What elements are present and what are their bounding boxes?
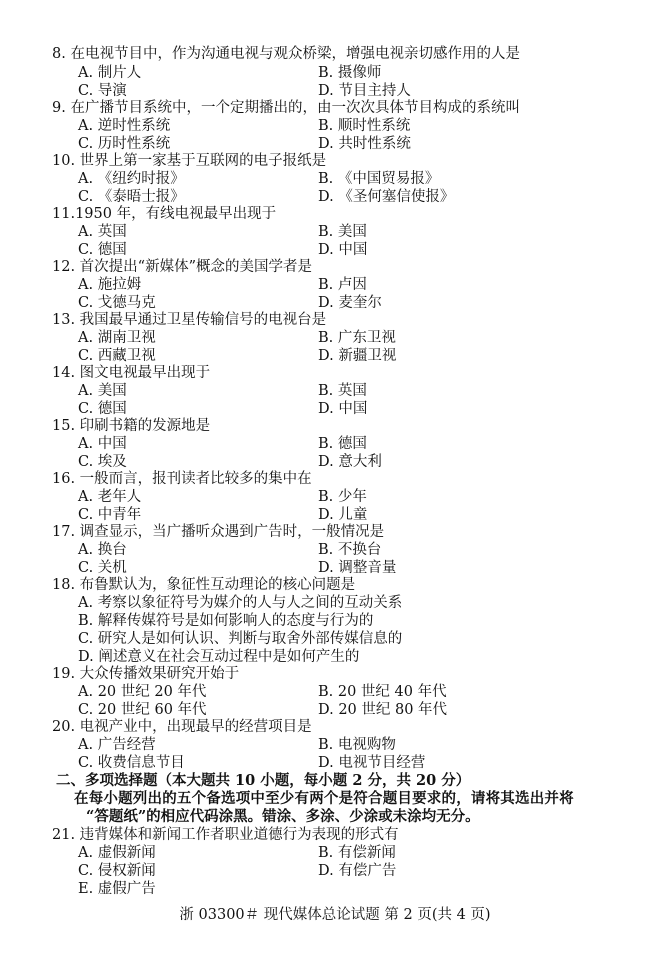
question-number: 10. — [52, 153, 76, 169]
question-number: 15. — [52, 418, 76, 434]
section-instruction: 在每小题列出的五个备选项中至少有两个是符合题目要求的，请将其选出并将 — [74, 790, 574, 807]
option-a: A. 广告经营 — [78, 737, 156, 753]
question-text: 图文电视最早出现于 — [79, 365, 211, 381]
option-d: D. 中国 — [318, 401, 368, 417]
option-b: B. 解释传媒符号是如何影响人的态度与行为的 — [78, 613, 374, 629]
question-10 — [52, 152, 326, 170]
question-number: 16. — [52, 471, 76, 487]
question-8 — [52, 45, 520, 63]
option-d: D. 阐述意义在社会互动过程中是如何产生的 — [78, 649, 360, 665]
question-number: 9. — [52, 100, 66, 116]
option-d: D. 有偿广告 — [318, 863, 397, 879]
question-text: 1950 年，有线电视最早出现于 — [75, 206, 277, 222]
question-number: 13. — [52, 312, 76, 328]
question-text: 在广播节目系统中，一个定期播出的，由一次次具体节目构成的系统叫 — [70, 100, 520, 116]
option-c: C. 20 世纪 60 年代 — [78, 702, 207, 718]
question-number: 17. — [52, 524, 76, 540]
option-e: E. 虚假广告 — [78, 881, 156, 897]
option-a: A. 逆时性系统 — [78, 118, 171, 134]
option-a: A. 老年人 — [78, 489, 142, 505]
option-b: B. 德国 — [318, 436, 367, 452]
question-number: 18. — [52, 577, 76, 593]
option-b: B. 20 世纪 40 年代 — [318, 684, 447, 700]
option-b: B. 有偿新闻 — [318, 845, 396, 861]
question-number: 11. — [52, 206, 76, 222]
section-title: 二、多项选择题（本大题共 10 小题，每小题 2 分，共 20 分） — [56, 772, 471, 789]
option-c: C. 埃及 — [78, 454, 127, 470]
option-b: B. 不换台 — [318, 542, 382, 558]
option-c: C. 中青年 — [78, 507, 142, 523]
question-text: 一般而言，报刊读者比较多的集中在 — [79, 471, 312, 487]
question-text: 在电视节目中，作为沟通电视与观众桥梁，增强电视亲切感作用的人是 — [70, 46, 520, 62]
question-12 — [52, 258, 312, 276]
option-d: D. 儿童 — [318, 507, 368, 523]
question-9 — [52, 99, 520, 117]
question-number: 8. — [52, 46, 66, 62]
option-b: B. 广东卫视 — [318, 330, 396, 346]
question-11 — [52, 205, 276, 223]
question-text: 布鲁默认为，象征性互动理论的核心问题是 — [79, 577, 356, 593]
option-b: B. 摄像师 — [318, 65, 382, 81]
option-c: C. 导演 — [78, 83, 127, 99]
question-text: 首次提出“新媒体”概念的美国学者是 — [79, 259, 312, 275]
option-c: C. 研究人是如何认识、判断与取舍外部传媒信息的 — [78, 631, 403, 647]
option-a: A. 中国 — [78, 436, 127, 452]
option-b: B. 顺时性系统 — [318, 118, 411, 134]
question-17 — [52, 523, 384, 541]
question-text: 世界上第一家基于互联网的电子报纸是 — [79, 153, 327, 169]
option-a: A. 虚假新闻 — [78, 845, 156, 861]
option-d: D. 《圣何塞信使报》 — [318, 189, 455, 205]
option-c: C. 西藏卫视 — [78, 348, 156, 364]
option-d: D. 20 世纪 80 年代 — [318, 702, 448, 718]
option-b: B. 卢因 — [318, 277, 367, 293]
question-18 — [52, 576, 355, 594]
section-instruction-continued: “答题纸”的相应代码涂黑。错涂、多涂、少涂或未涂均无分。 — [86, 808, 480, 825]
option-a: A. 考察以象征符号为媒介的人与人之间的互动关系 — [78, 595, 403, 611]
option-a: A. 施拉姆 — [78, 277, 142, 293]
option-a: A. 湖南卫视 — [78, 330, 156, 346]
question-number: 19. — [52, 666, 76, 682]
option-a: A. 英国 — [78, 224, 127, 240]
option-c: C. 戈德马克 — [78, 295, 156, 311]
option-c: C. 《泰晤士报》 — [78, 189, 185, 205]
option-d: D. 麦奎尔 — [318, 295, 382, 311]
option-c: C. 德国 — [78, 401, 127, 417]
question-19 — [52, 665, 239, 683]
option-a: A. 换台 — [78, 542, 127, 558]
question-13 — [52, 311, 326, 329]
option-b: B. 少年 — [318, 489, 367, 505]
question-number: 14. — [52, 365, 76, 381]
option-c: C. 历时性系统 — [78, 136, 171, 152]
option-a: A. 20 世纪 20 年代 — [78, 684, 207, 700]
option-d: D. 电视节目经营 — [318, 755, 426, 771]
question-16 — [52, 470, 312, 488]
question-text: 违背媒体和新闻工作者职业道德行为表现的形式有 — [79, 827, 399, 843]
question-14 — [52, 364, 210, 382]
option-c: C. 关机 — [78, 560, 127, 576]
question-21 — [52, 826, 399, 844]
question-text: 大众传播效果研究开始于 — [79, 666, 240, 682]
option-c: C. 收费信息节目 — [78, 755, 185, 771]
option-b: B. 电视购物 — [318, 737, 396, 753]
question-text: 电视产业中，出现最早的经营项目是 — [79, 719, 312, 735]
page-footer: 浙 03300＃ 现代媒体总论试题 第 2 页(共 4 页) — [179, 907, 491, 923]
question-number: 21. — [52, 827, 76, 843]
question-number: 12. — [52, 259, 76, 275]
question-text: 印刷书籍的发源地是 — [79, 418, 211, 434]
question-text: 我国最早通过卫星传输信号的电视台是 — [79, 312, 327, 328]
option-c: C. 侵权新闻 — [78, 863, 156, 879]
option-d: D. 共时性系统 — [318, 136, 411, 152]
option-d: D. 意大利 — [318, 454, 382, 470]
option-a: A. 制片人 — [78, 65, 142, 81]
option-b: B. 英国 — [318, 383, 367, 399]
option-a: A. 美国 — [78, 383, 127, 399]
option-b: B. 美国 — [318, 224, 367, 240]
option-d: D. 新疆卫视 — [318, 348, 397, 364]
option-d: D. 调整音量 — [318, 560, 397, 576]
question-15 — [52, 417, 210, 435]
option-d: D. 中国 — [318, 242, 368, 258]
question-20 — [52, 718, 312, 736]
question-number: 20. — [52, 719, 76, 735]
option-a: A. 《纽约时报》 — [78, 171, 185, 187]
option-b: B. 《中国贸易报》 — [318, 171, 440, 187]
option-d: D. 节目主持人 — [318, 83, 411, 99]
option-c: C. 德国 — [78, 242, 127, 258]
question-text: 调查显示，当广播听众遇到广告时，一般情况是 — [79, 524, 385, 540]
